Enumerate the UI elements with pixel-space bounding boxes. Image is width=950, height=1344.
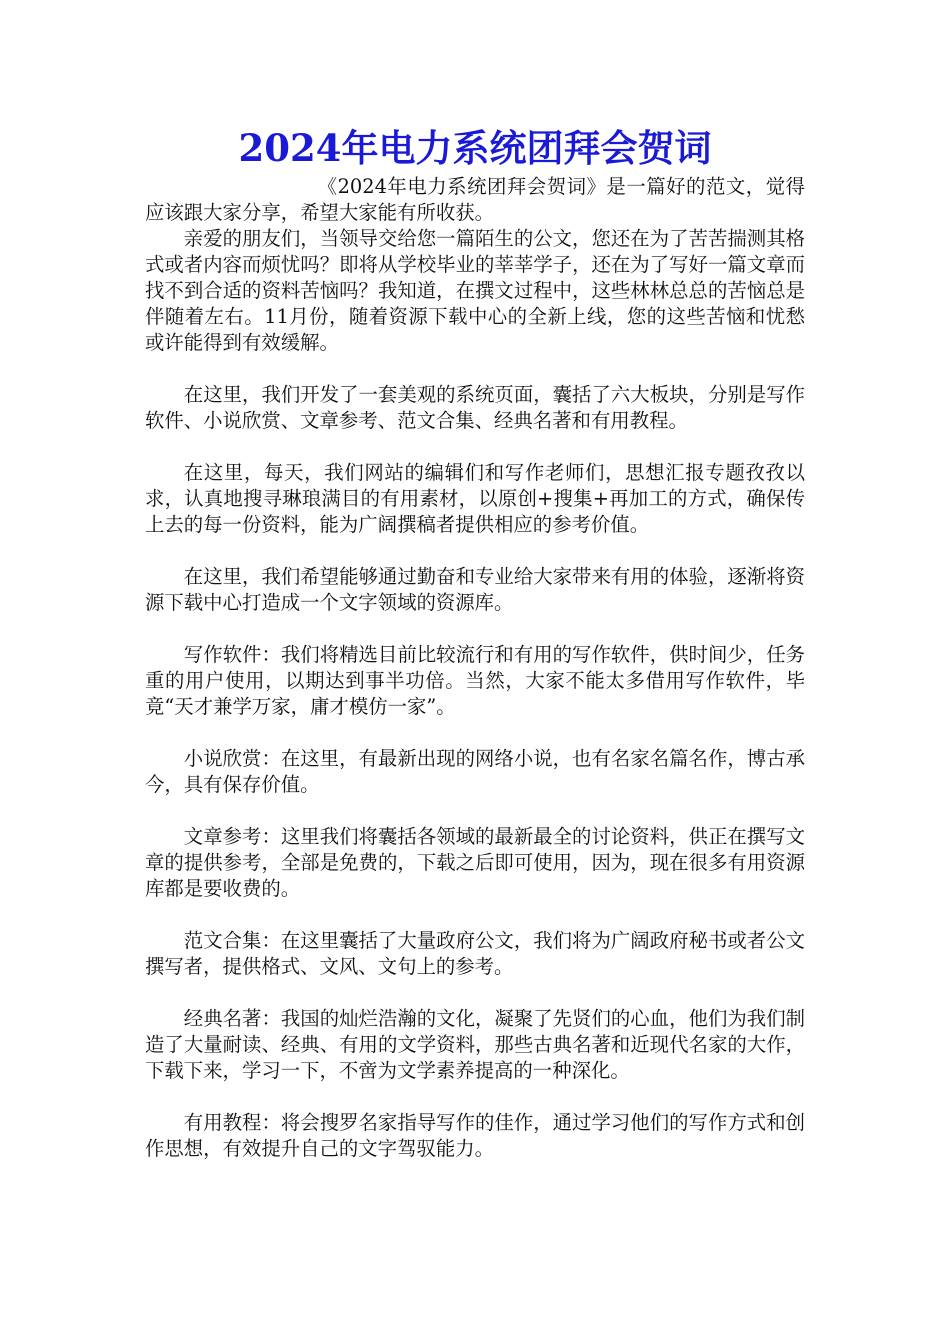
- paragraph-goal: 在这里，我们希望能够通过勤奋和专业给大家带来有用的体验，逐渐将资源下载中心打造成一个文字领域的资源库。: [145, 565, 805, 614]
- document-title: 2024年电力系统团拜会贺词: [238, 126, 712, 170]
- paragraph-novels: 小说欣赏：在这里，有最新出现的网络小说，也有名家名篇名作，博古承今，具有保存价值。: [145, 747, 805, 796]
- paragraph-greeting: 亲爱的朋友们，当领导交给您一篇陌生的公文，您还在为了苦苦揣测其格式或者内容而烦忧吗？即将从学校毕业的莘莘学子，还在为了写好一篇文章而找不到合适的资料苦恼吗？我知道，在撰文过程中，这些林林总总的苦恼总是伴随着左右。11月份，随着资源下载中心的全新上线，您的这些苦恼和忧愁或许能得到有效缓解。: [145, 227, 805, 354]
- paragraph-editors: 在这里，每天，我们网站的编辑们和写作老师们，思想汇报专题孜孜以求，认真地搜寻琳琅满目的有用素材，以原创+搜集+再加工的方式，确保传上去的每一份资料，能为广阔撰稿者提供相应的参考价值。: [145, 461, 805, 536]
- paragraph-tutorials: 有用教程：将会搜罗名家指导写作的佳作，通过学习他们的写作方式和创作思想，有效提升自己的文字驾驭能力。: [145, 1111, 805, 1160]
- intro-paragraph: 《2024年电力系统团拜会贺词》是一篇好的范文，觉得应该跟大家分享，希望大家能有所收获。: [145, 175, 805, 224]
- paragraph-article-reference: 文章参考：这里我们将囊括各领域的最新最全的讨论资料，供正在撰写文章的提供参考，全部是免费的，下载之后即可使用，因为，现在很多有用资源库都是要收费的。: [145, 825, 805, 900]
- paragraph-classics: 经典名著：我国的灿烂浩瀚的文化，凝聚了先贤们的心血，他们为我们制造了大量耐读、经典、有用的文学资料，那些古典名著和近现代名家的大作，下载下来，学习一下，不啻为文学素养提高的一种深化。: [145, 1007, 805, 1082]
- paragraph-sample-collection: 范文合集：在这里囊括了大量政府公文，我们将为广阔政府秘书或者公文撰写者，提供格式、文风、文句上的参考。: [145, 929, 805, 978]
- paragraph-writing-software: 写作软件：我们将精选目前比较流行和有用的写作软件，供时间少，任务重的用户使用，以期达到事半功倍。当然，大家不能太多借用写作软件，毕竟“天才兼学万家，庸才模仿一家”。: [145, 643, 805, 718]
- paragraph-modules-overview: 在这里，我们开发了一套美观的系统页面，囊括了六大板块，分别是写作软件、小说欣赏、文章参考、范文合集、经典名著和有用教程。: [145, 383, 805, 432]
- document-body: [145, 174, 805, 1162]
